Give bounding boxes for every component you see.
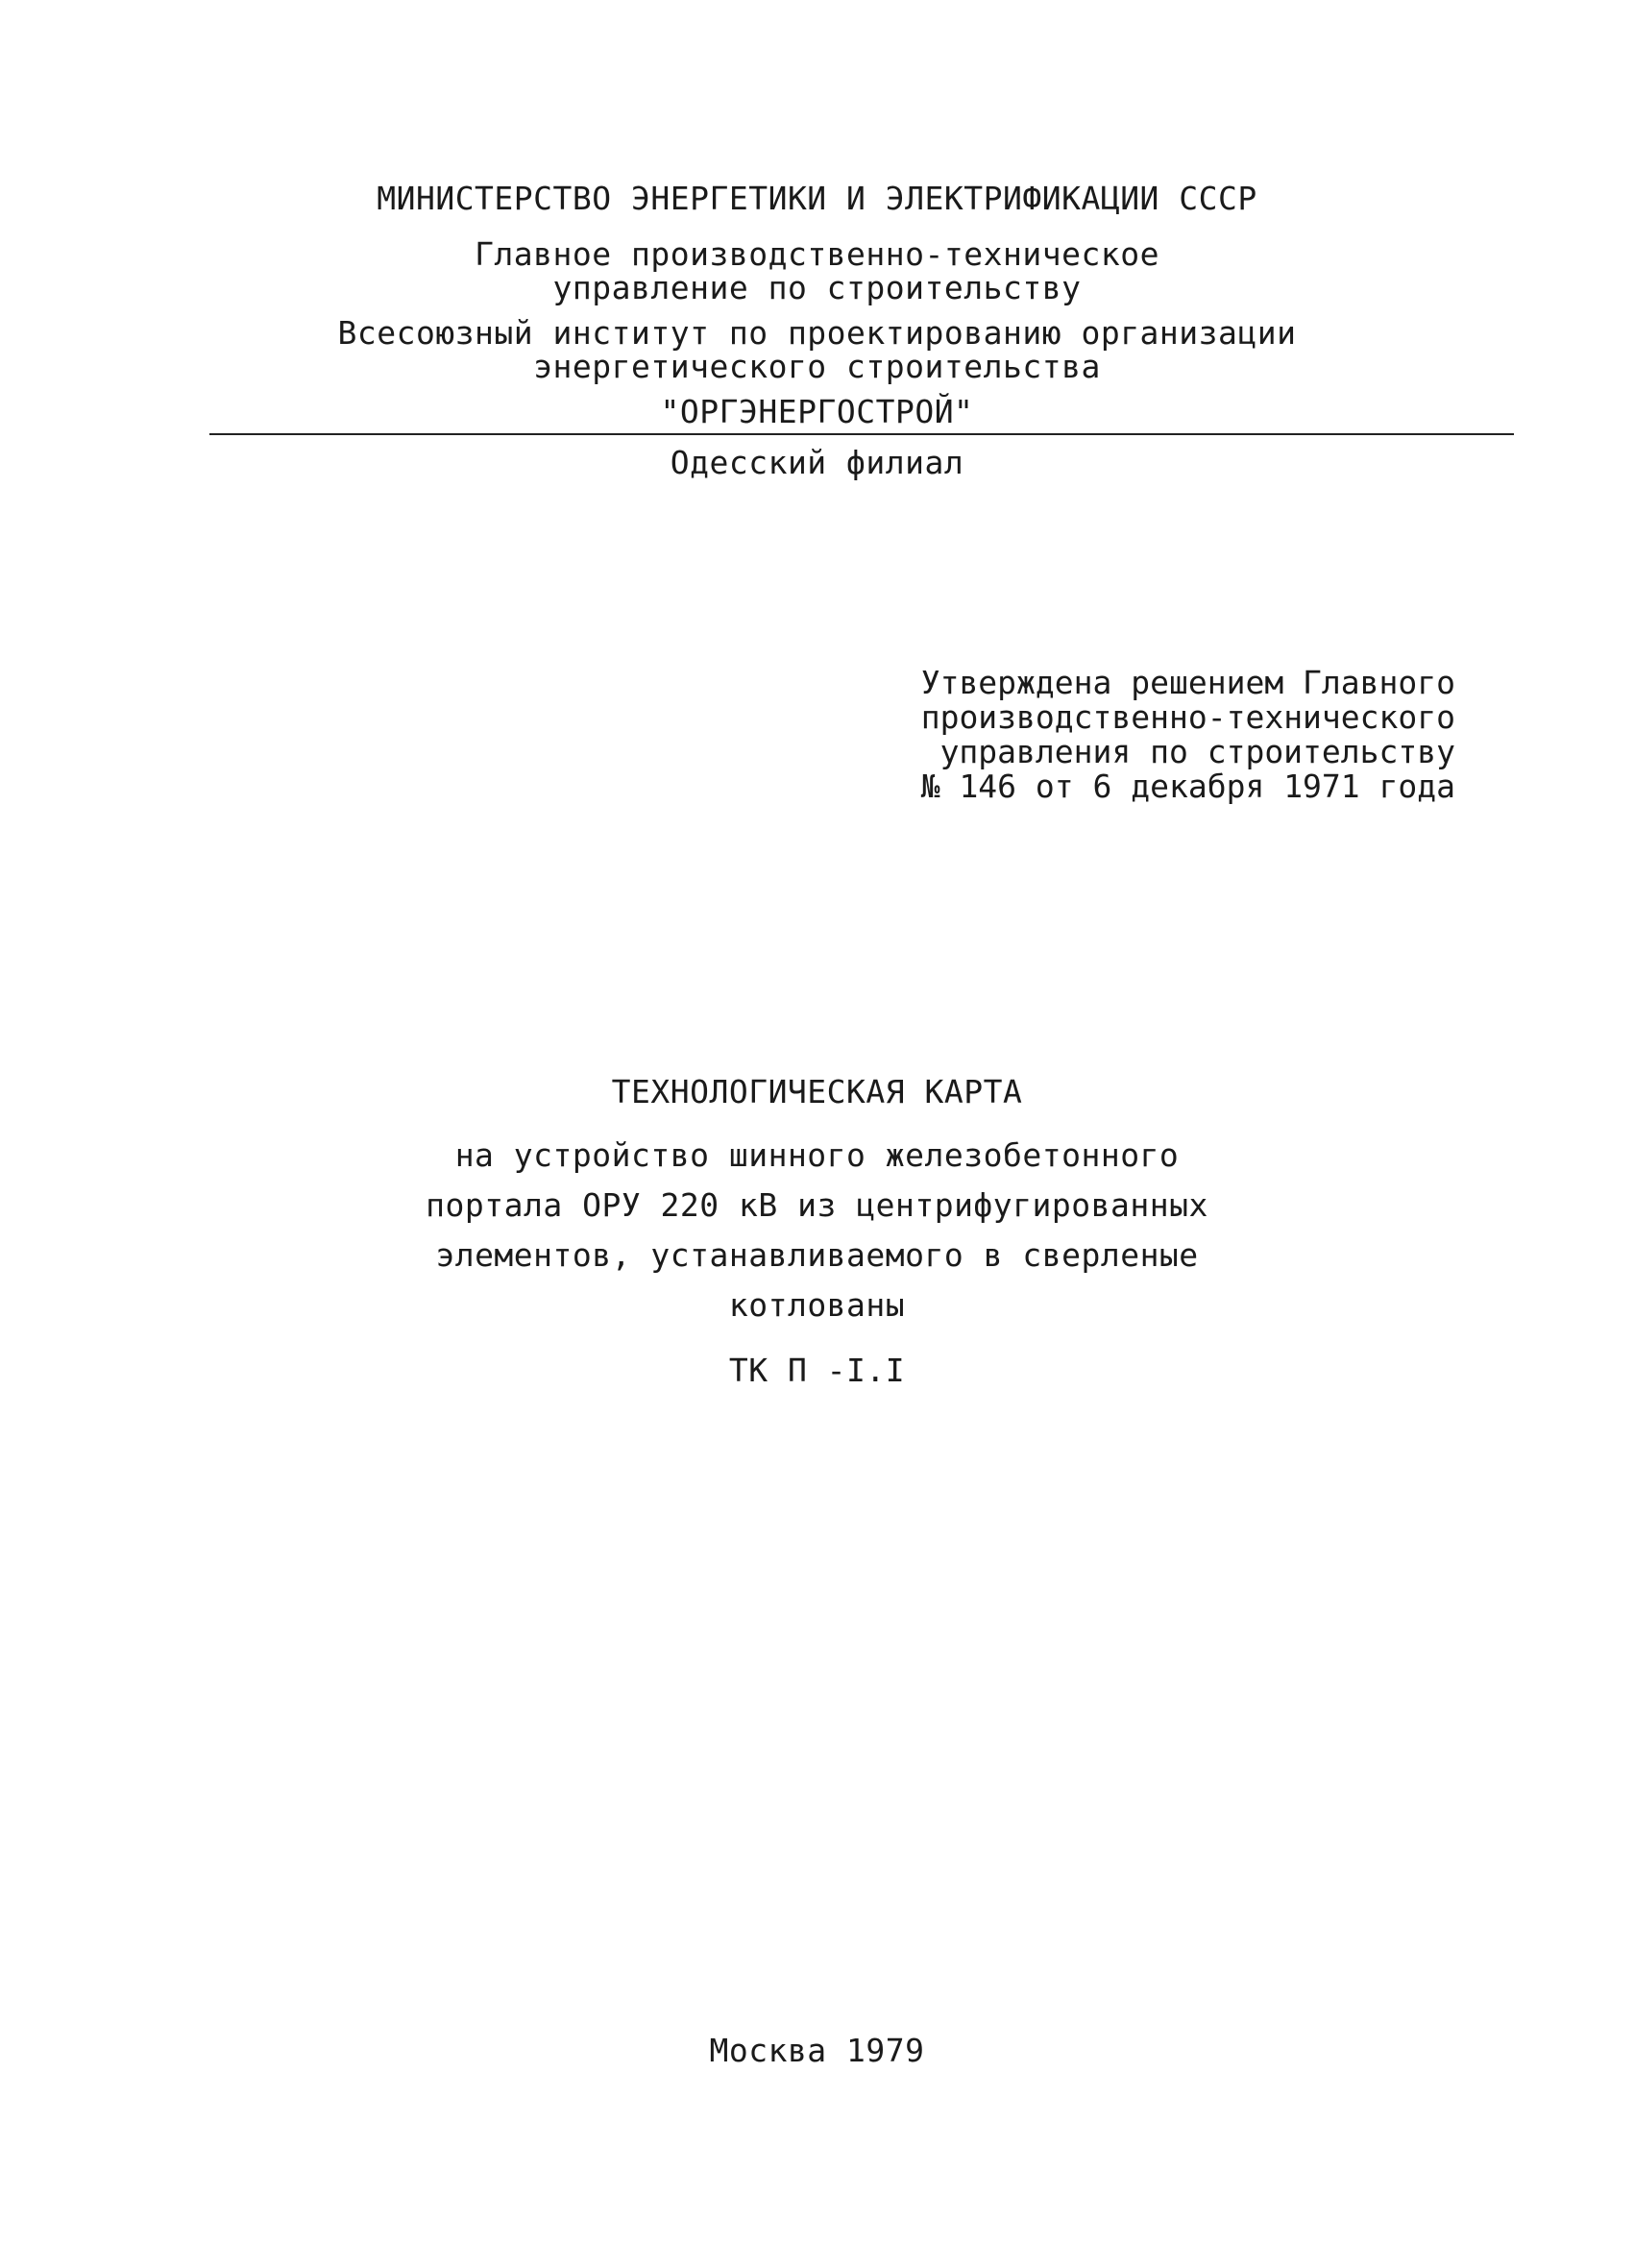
document-code: ТК П -I.I: [728, 1352, 906, 1389]
institute-line-2: энергетического строительства: [533, 348, 1101, 385]
approval-line-4: № 146 от 6 декабря 1971 года: [920, 768, 1455, 805]
document-subtitle-line-3: элементов, устанавливаемого в сверленые: [435, 1236, 1199, 1274]
approval-line-1: Утверждена решением Главного: [920, 664, 1455, 701]
city-year: Москва 1979: [709, 2032, 925, 2069]
approval-line-3: управления по строительству: [939, 733, 1455, 770]
approval-line-2: производственно-технического: [920, 698, 1455, 736]
document-subtitle-line-1: на устройство шинного железобетонного: [454, 1136, 1180, 1174]
document-subtitle-line-4: котлованы: [728, 1286, 906, 1324]
ministry-heading: МИНИСТЕРСТВО ЭНЕРГЕТИКИ И ЭЛЕКТРИФИКАЦИИ СССР: [377, 180, 1257, 217]
approval-block: [917, 666, 1455, 804]
branch-name: Одесский филиал: [670, 444, 964, 481]
document-subtitle-line-2: портала ОРУ 220 кВ из центрифугированных: [426, 1186, 1208, 1224]
directorate-line-2: управление по строительству: [552, 269, 1082, 306]
document-title: ТЕХНОЛОГИЧЕСКАЯ КАРТА: [611, 1073, 1023, 1110]
institute-name: "ОРГЭНЕРГОСТРОЙ": [660, 393, 974, 430]
institute-line-1: Всесоюзный институт по проектированию организации: [337, 314, 1297, 352]
directorate-line-1: Главное производственно-техническое: [475, 235, 1159, 273]
header-divider: [209, 433, 1514, 435]
